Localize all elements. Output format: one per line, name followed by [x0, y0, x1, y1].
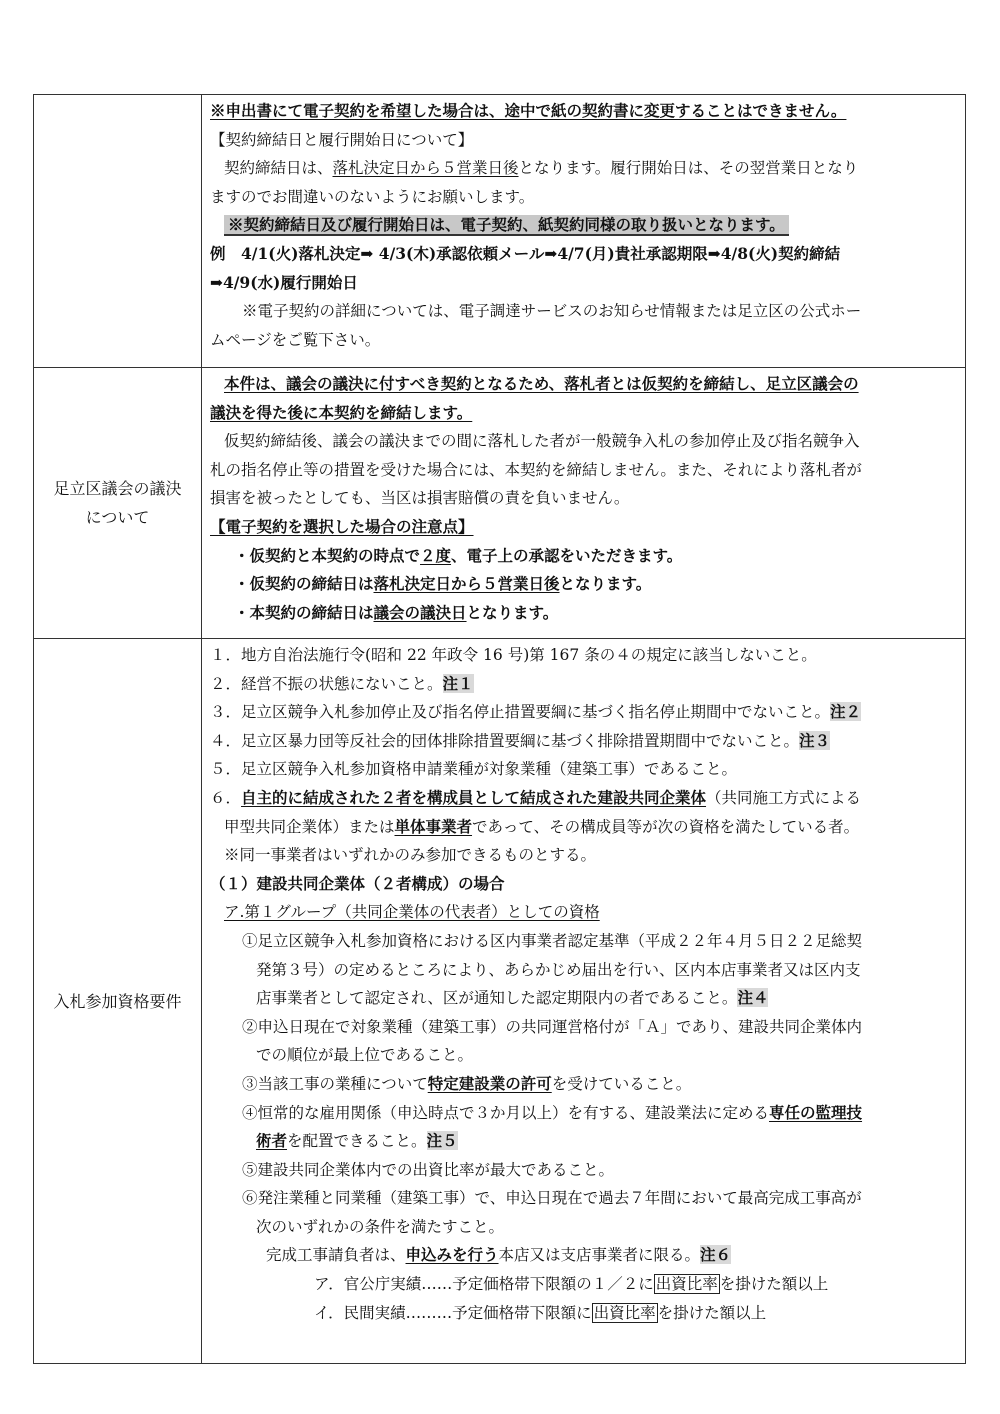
highlight-line: ※契約締結日及び履行開始日は、電子契約、紙契約同様の取り扱いとなります。 — [210, 211, 959, 240]
list-item-cont: 術者を配置できること。注５ — [256, 1131, 458, 1151]
text-line: 契約締結日は、落札決定日から５営業日後となります。履行開始日は、その翌営業日となり — [224, 159, 859, 178]
list-item: ２．経営不振の状態にないこと。注１ — [210, 673, 474, 693]
bullet-line: ・本契約の締結日は議会の議決日となります。 — [234, 602, 559, 622]
list-item: ①足立区競争入札参加資格における区内事業者認定基準（平成２２年４月５日２２足総契 — [242, 931, 863, 950]
requirements-table — [33, 94, 966, 1364]
text-line: ムページをご覧下さい。 — [210, 330, 381, 349]
list-item-cont: での順位が最上位であること。 — [256, 1046, 474, 1065]
warning-line: ※申出書にて電子契約を希望した場合は、途中で紙の契約書に変更することはできません。 — [210, 101, 847, 120]
row-label-empty — [34, 95, 202, 368]
list-item: １．地方自治法施行令(昭和 22 年政令 16 号)第 167 条の４の規定に該当しないこと。 — [210, 646, 817, 664]
section-heading: 【契約締結日と履行開始日について】 — [210, 130, 474, 149]
council-resolution-text — [202, 368, 966, 639]
e-contract-notes — [202, 95, 966, 368]
list-item: ③当該工事の業種について特定建設業の許可を受けていること。 — [242, 1073, 692, 1093]
table-row — [34, 95, 966, 368]
list-item: ⑥発注業種と同業種（建築工事）で、申込日現在で過去７年間において最高完成工事高が — [242, 1189, 862, 1208]
note-line: 完成工事請負者は、申込みを行う本店又は支店事業者に限る。注６ — [266, 1245, 732, 1265]
list-item: ④恒常的な雇用関係（申込時点で３か月以上）を有する、建設業法に定める専任の監理技 — [242, 1102, 863, 1122]
list-item: ３．足立区競争入札参加停止及び指名停止措置要綱に基づく指名停止期間中でないこと。注２ — [210, 702, 862, 722]
row-label-council: 足立区議会の議決 について — [34, 368, 202, 639]
text-line: 損害を被ったとしても、当区は損害賠償の責を負いません。 — [210, 489, 630, 508]
note-line: ※同一事業者はいずれかのみ参加できるものとする。 — [224, 846, 597, 865]
text-line: ますのでお間違いのないようにお願いします。 — [210, 187, 535, 206]
list-item: ４．足立区暴力団等反社会的団体排除措置要綱に基づく排除措置期間中でないこと。注３ — [210, 730, 831, 750]
text-line: 本件は、議会の議決に付すべき契約となるため、落札者とは仮契約を締結し、足立区議会の — [224, 374, 859, 393]
text-line: ※電子契約の詳細については、電子調達サービスのお知らせ情報または足立区の公式ホー — [242, 302, 862, 321]
example-line: 例 4/1(火)落札決定➡ 4/3(木)承認依頼メール➡4/7(月)貴社承認期限➡4/8(火)契約締結 — [210, 243, 841, 263]
list-item-cont: 店事業者として認定され、区が通知した認定期限内の者であること。注４ — [256, 988, 769, 1008]
list-item-cont: 発第３号）の定めるところにより、あらかじめ届出を行い、区内本店事業者又は区内支 — [256, 960, 861, 979]
list-item-cont: 次のいずれかの条件を満たすこと。 — [256, 1217, 505, 1236]
list-item: ６．自主的に結成された２者を構成員として結成された建設共同企業体（共同施工方式による — [210, 787, 862, 807]
text-line: 議決を得た後に本契約を締結します。 — [210, 402, 473, 422]
example-line: ➡4/9(水)履行開始日 — [210, 272, 358, 292]
table-row — [34, 639, 966, 1364]
list-item-cont: 甲型共同企業体）または単体事業者であって、その構成員等が次の資格を満たしている者。 — [224, 816, 860, 836]
list-item: イ．民間実績………予定価格帯下限額に 出資比率 を掛けた額以上 — [314, 1303, 767, 1322]
section-heading: 【電子契約を選択した場合の注意点】 — [210, 516, 474, 536]
list-item: ⑤建設共同企業体内での出資比率が最大であること。 — [242, 1160, 615, 1179]
text-line: 札の指名停止等の措置を受けた場合には、本契約を締結しません。また、それにより落札者が — [210, 460, 862, 479]
bullet-line: ・仮契約の締結日は落札決定日から５営業日後となります。 — [234, 574, 652, 594]
sub-sub-heading: ア.第１グループ（共同企業体の代表者）としての資格 — [224, 903, 600, 922]
list-item: ②申込日現在で対象業種（建築工事）の共同運営格付が「Ａ」であり、建設共同企業体内 — [242, 1017, 863, 1036]
list-item: ５．足立区競争入札参加資格申請業種が対象業種（建築工事）であること。 — [210, 760, 738, 779]
table-row — [34, 368, 966, 639]
text-line: 仮契約締結後、議会の議決までの間に落札した者が一般競争入札の参加停止及び指名競争入 — [224, 432, 860, 451]
row-label-qualification: 入札参加資格要件 — [34, 639, 202, 1364]
list-item: ア．官公庁実績……予定価格帯下限額の１／２に 出資比率 を掛けた額以上 — [314, 1275, 829, 1294]
sub-heading: （１）建設共同企業体（２者構成）の場合 — [210, 873, 505, 893]
qualification-text — [202, 639, 966, 1364]
bullet-line: ・仮契約と本契約の時点で２度、電子上の承認をいただきます。 — [234, 545, 683, 565]
